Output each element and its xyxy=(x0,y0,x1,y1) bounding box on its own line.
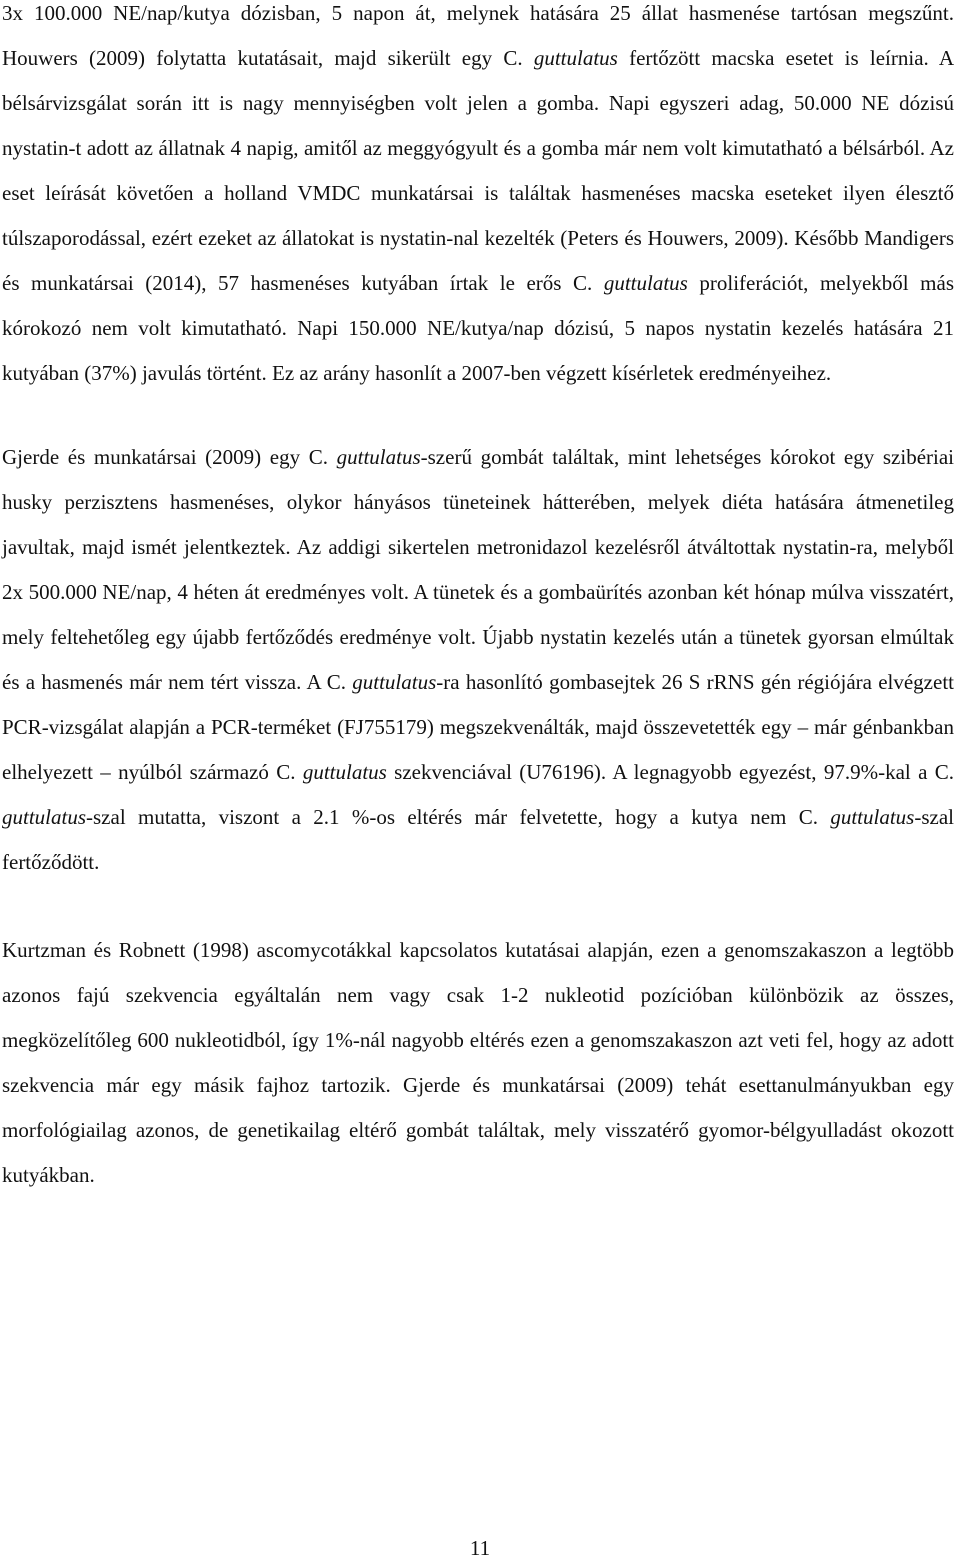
text-run: -szerű gombát találtak, mint lehetséges kórokot egy szibériai husky perzisztens hasmenéses, olykor hányásos tüneteinek hátterében, melyek diéta hatására átmenetileg javultak, majd ismét jelentkeztek. Az addigi sikertelen metronidazol kezelésről átváltottak nystatin-ra, melyből 2x 500.000 NE/nap, 4 héten át eredményes volt. A tünetek és a gombaürítés azonban két hónap múlva visszatért, mely feltehetőleg egy újabb fertőződés eredménye volt. Újabb nystatin kezelés után a tünetek gyorsan elmúltak és a hasmenés már nem tért vissza. A C. xyxy=(2,445,954,694)
text-run: 3x 100.000 NE/nap/kutya dózisban, 5 napon át, melynek hatására 25 állat hasmenése tartósan megszűnt. Houwers (2009) folytatta kutatásait, majd sikerült egy C. xyxy=(2,1,954,70)
text-run: -szal fertőződött. xyxy=(2,805,954,874)
italic-species-name: guttulatus xyxy=(2,805,87,829)
paragraph-3 xyxy=(2,928,954,1198)
paragraph-1 xyxy=(2,0,954,396)
text-run: fertőzött macska esetet is leírnia. A bélsárvizsgálat során itt is nagy mennyiségben volt jelen a gomba. Napi egyszeri adag, 50.000 NE dózisú nystatin-t adott az állatnak 4 napig, amitől az meggyógyult és a gomba már nem volt kimutatható a bélsárból. Az eset leírását követően a holland VMDC munkatársai is találtak hasmenéses macska eseteket ilyen élesztő túlszaporodással, ezért ezeket az állatokat is nystatin-nal kezelték (Peters és Houwers, 2009). Később Mandigers és munkatársai (2014), 57 hasmenéses kutyában írtak le erős C. xyxy=(2,46,954,295)
paragraph-2 xyxy=(2,435,954,885)
document-page xyxy=(2,0,954,1198)
italic-species-name: guttulatus xyxy=(352,670,437,694)
italic-species-name: guttulatus xyxy=(336,445,421,469)
text-run: Gjerde és munkatársai (2009) egy C. xyxy=(2,445,337,469)
text-run: proliferációt, melyekből más kórokozó nem volt kimutatható. Napi 150.000 NE/kutya/nap dózisú, 5 napos nystatin kezelés hatására 21 kutyában (37%) javulás történt. Ez az arány hasonlít a 2007-ben végzett kísérletek eredményeihez. xyxy=(2,271,954,385)
italic-species-name: guttulatus xyxy=(302,760,387,784)
text-run: Kurtzman és Robnett (1998) ascomycotákkal kapcsolatos kutatásai alapján, ezen a genomszakaszon a legtöbb azonos fajú szekvencia egyáltalán nem vagy csak 1-2 nukleotid pozícióban különbözik az összes, megközelítőleg 600 nukleotidból, így 1%-nál nagyobb eltérés ezen a genomszakaszon azt veti fel, hogy az adott szekvencia már egy másik fajhoz tartozik. Gjerde és munkatársai (2009) tehát esettanulmányukban egy morfológiailag azonos, de genetikailag eltérő gombát találtak, mely visszatérő gyomor-bélgyulladást okozott kutyákban. xyxy=(2,938,954,1187)
page-number: 11 xyxy=(469,1536,491,1560)
italic-species-name: guttulatus xyxy=(603,271,688,295)
italic-species-name: guttulatus xyxy=(533,46,618,70)
text-run: szekvenciával (U76196). A legnagyobb egyezést, 97.9%-kal a C. xyxy=(386,760,954,784)
text-run: -szal mutatta, viszont a 2.1 %-os eltérés már felvetette, hogy a kutya nem C. xyxy=(86,805,831,829)
italic-species-name: guttulatus xyxy=(830,805,915,829)
text-run: -ra hasonlító gombasejtek 26 S rRNS gén régiójára elvégzett PCR-vizsgálat alapján a PCR-terméket (FJ755179) megszekvenálták, majd összevetették egy – már génbankban elhelyezett – nyúlból származó C. xyxy=(2,670,954,784)
